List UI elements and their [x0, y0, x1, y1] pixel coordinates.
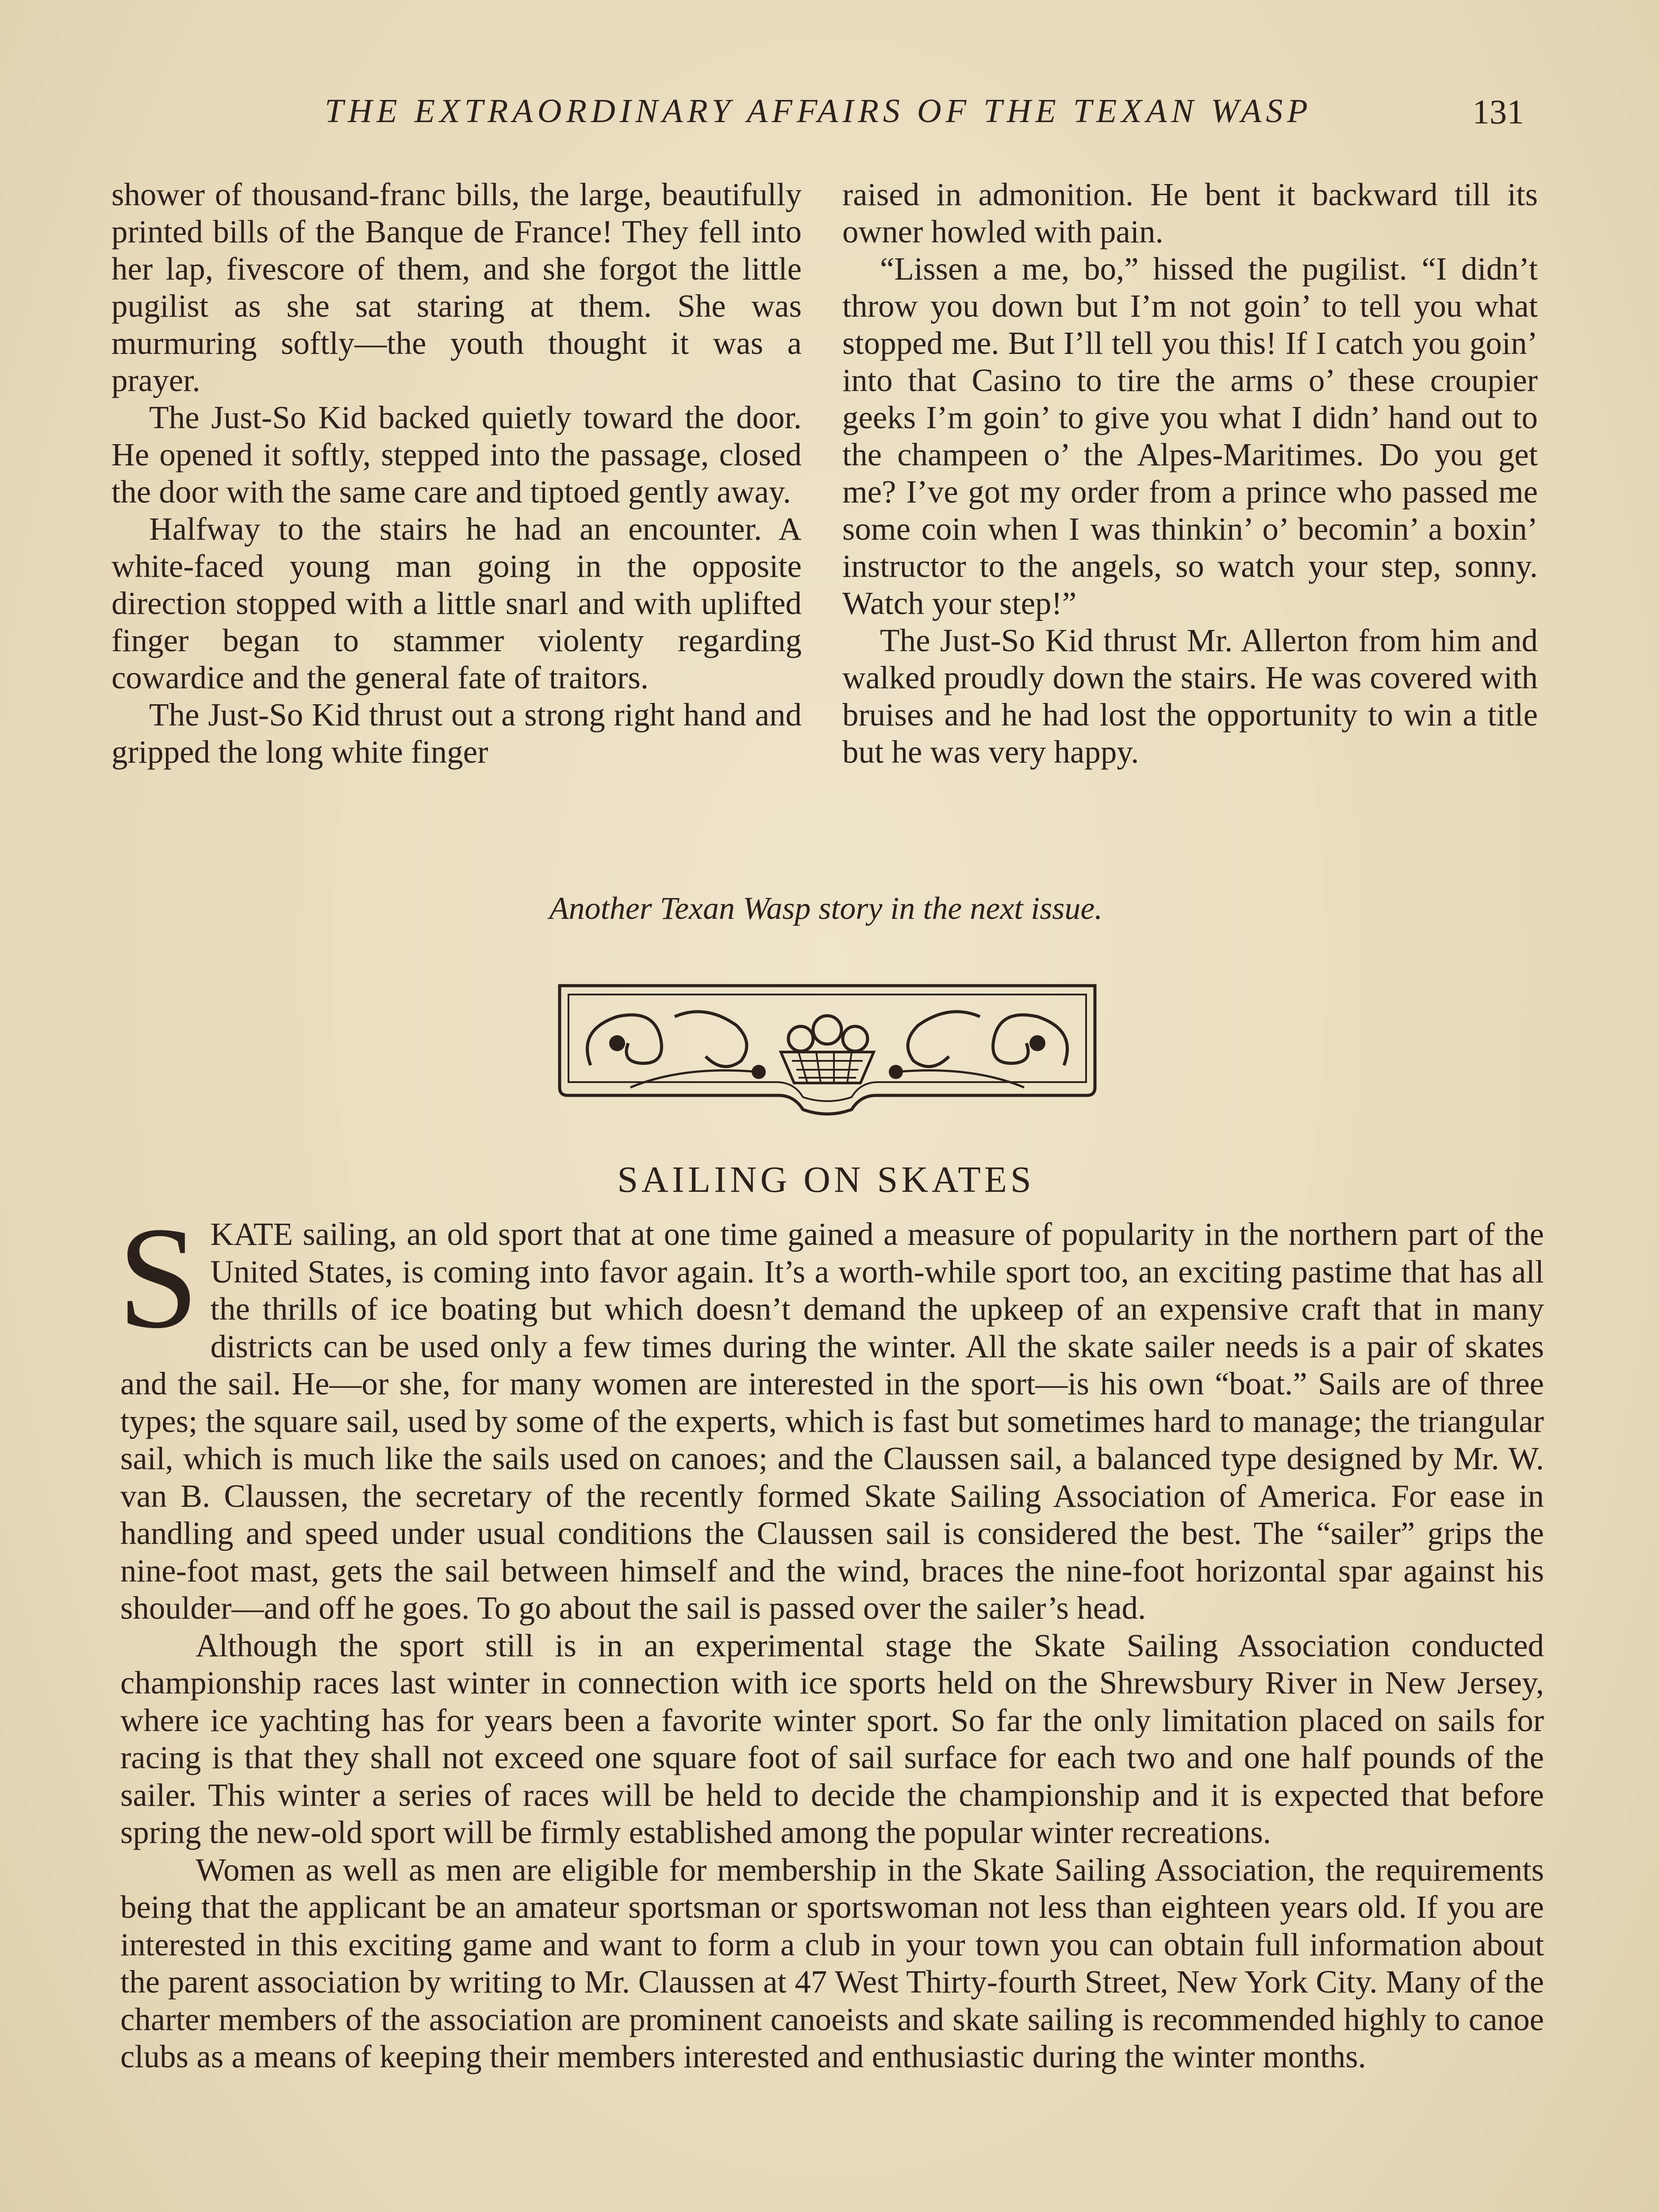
article-paragraph-text: KATE sailing, an old sport that at one time gained a measure of popularity in the northern part of the United States, is coming into favor again. It’s a worth-while sport too, an exciting pastime that has all the thrills of ice boating but which doesn’t demand the upkeep of an expensive craft that in many districts can be used only a few times during the winter. All the skate sailer needs is a pair of skates and the sail. He—or she, for many women are interested in the sport—is his own “boat.” Sails are of three types; the square sail, used by some of the experts, which is fast but sometimes hard to manage; the triangular sail, which is much like the sails used on canoes; and the Claussen sail, a balanced type designed by Mr. W. van B. Claussen, the secretary of the recently formed Skate Sailing Association of America. For ease in handling and speed under usual conditions the Claussen sail is considered the best. The “sailer” grips the nine-foot mast, gets the sail between himself and the wind, braces the nine-foot horizontal spar against his shoulder—and off he goes. To go about the sail is passed over the sailer’s head. — [120, 1216, 1544, 1626]
story-paragraph: Halfway to the stairs he had an encounter. A white-faced young man going in the opposite direction stopped with a little snarl and with uplifted finger began to stammer violenty regarding cowardice and the general fate of traitors. — [111, 511, 802, 695]
story-paragraph: The Just-So Kid thrust Mr. Allerton from him and walked proudly down the stairs. He was covered with bruises and he had lost the opportunity to win a title but he was very happy. — [842, 622, 1538, 770]
story-paragraph: “Lissen a me, bo,” hissed the pugilist. “I didn’t throw you down but I’m not goin’ to tell you what stopped me. But I’ll tell you this! If I catch you goin’ into that Casino to tire the arms o’ these croupier geeks I’m goin’ to give you what I didn’ hand out to the champeen o’ the Alpes-Maritimes. Do you get me? I’ve got my order from a prince who passed me some coin when I was thinkin’ o’ becomin’ a boxin’ instructor to the angels, so watch your step, sonny. Watch your step!” — [842, 251, 1538, 621]
story-left-column — [111, 176, 802, 771]
story-paragraph: raised in admonition. He bent it backward till its owner howled with pain. — [842, 177, 1538, 250]
running-title: THE EXTRAORDINARY AFFAIRS OF THE TEXAN WASP — [325, 92, 1312, 130]
story-paragraph: The Just-So Kid backed quietly toward the door. He opened it softly, stepped into the passage, closed the door with the same care and tiptoed gently away. — [111, 399, 802, 510]
page-number: 131 — [1472, 92, 1524, 131]
continued-note: Another Texan Wasp story in the next issue. — [549, 891, 1103, 926]
story-paragraph: The Just-So Kid thrust out a strong right hand and gripped the long white finger — [111, 697, 802, 770]
article-paragraph: Women as well as men are eligible for membership in the Skate Sailing Association, the requirements being that the applicant be an amateur sportsman or sportswoman not less than eighteen years old. If you are interested in this exciting game and want to form a club in your town you can obtain full information about the parent association by writing to Mr. Claussen at 47 West Thirty-fourth Street, New York City. Many of the charter members of the association are prominent canoeists and skate sailing is recommended highly to canoe clubs as a means of keeping their members interested and enthusiastic during the winter months. — [120, 1851, 1544, 2074]
article-paragraph — [118, 1197, 1544, 1627]
article-body — [118, 1197, 1544, 2076]
drop-cap: S — [118, 1197, 199, 1359]
article-paragraph: Although the sport still is in an experimental stage the Skate Sailing Association conducted championship races last winter in connection with ice sports held on the Shrewsbury River in New Jersey, where ice yachting has for years been a favorite winter sport. So far the only limitation placed on sails for racing is that they shall not exceed one square foot of sail surface for each two and one half pounds of the sailer. This winter a series of races will be held to decide the championship and it is expected that before spring the new-old sport will be firmly established among the popular winter recreations. — [120, 1627, 1544, 1850]
article-title: SAILING ON SKATES — [617, 1159, 1035, 1200]
story-right-column — [842, 176, 1538, 771]
story-paragraph: shower of thousand-franc bills, the large, beautifully printed bills of the Banque de France! They fell into her lap, fivescore of them, and she forgot the little pugilist as she sat staring at them. She was murmuring softly—the youth thought it was a prayer. — [111, 177, 802, 398]
ornament-icon — [551, 977, 1104, 1123]
